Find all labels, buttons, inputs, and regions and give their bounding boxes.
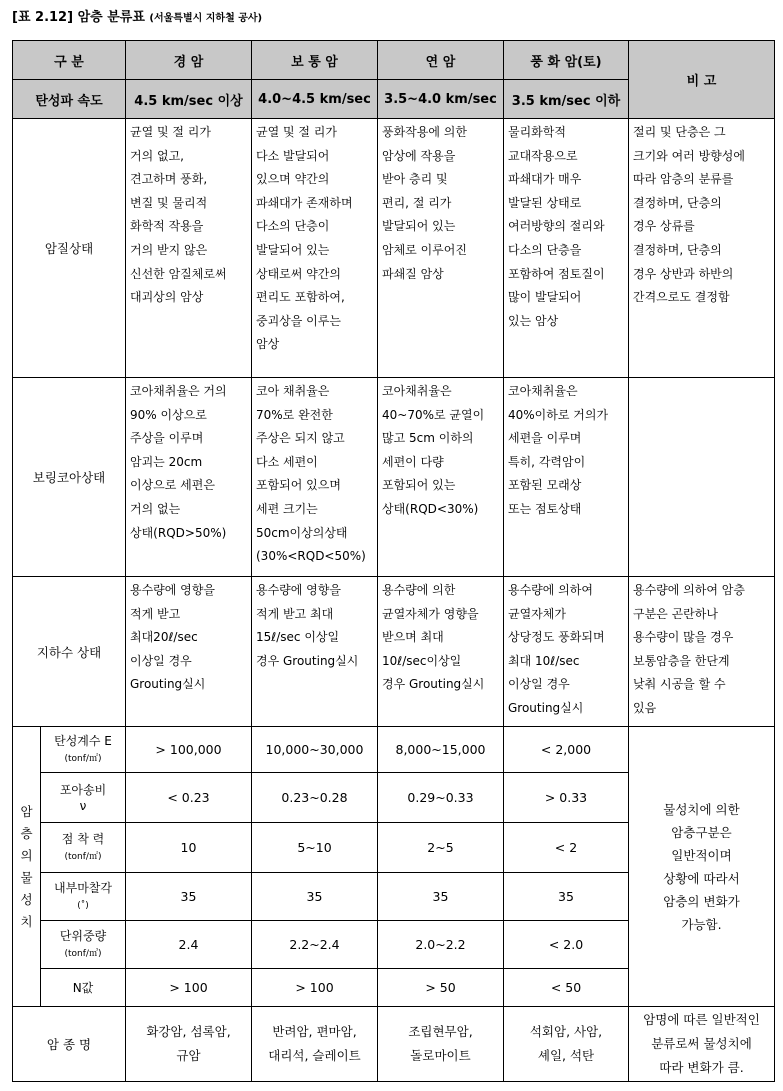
prop-unit: (˚) [77, 900, 89, 911]
prop-value: < 2,000 [504, 727, 629, 773]
rock-state-remark: 절리 및 단층은 그 크기와 여러 방향성에 따라 암층의 분류를 결정하며, 단층의 경우 상류를 결정하며, 단층의 경우 상반과 하반의 간격으로도 결정함 [629, 119, 775, 378]
prop-value: 35 [126, 873, 252, 921]
prop-name: 탄성계수 E [54, 733, 112, 748]
groundwater-soft: 용수량에 의한 균열자체가 영향을 받으며 최대 10ℓ/sec이상일 경우 Grouting실시 [378, 577, 504, 727]
prop-value: > 100,000 [126, 727, 252, 773]
prop-value: 0.29~0.33 [378, 773, 504, 823]
rock-state-weathered: 물리화학적 교대작용으로 파쇄대가 매우 발달된 상태로 여러방향의 절리와 다소의 단층을 포함하여 점토질이 많이 발달되어 있는 암상 [504, 119, 629, 378]
prop-value: 5~10 [252, 823, 378, 873]
groundwater-weathered: 용수량에 의하여 균열자체가 상당정도 풍화되며 최대 10ℓ/sec 이상일 경우 Grouting실시 [504, 577, 629, 727]
prop-name: 단위중량 [59, 928, 107, 943]
rock-names-weathered: 석회암, 사암, 셰일, 석탄 [504, 1007, 629, 1082]
header-soft-rock: 연 암 [378, 41, 504, 80]
row-label-boring-core: 보링코아상태 [13, 378, 126, 577]
prop-name: 포아송비 [59, 782, 107, 797]
prop-value: < 0.23 [126, 773, 252, 823]
rock-classification-table [12, 40, 775, 1082]
prop-cohesion [41, 823, 126, 873]
rock-names-soft: 조립현무암, 돌로마이트 [378, 1007, 504, 1082]
prop-value: > 50 [378, 969, 504, 1007]
groundwater-hard: 용수량에 영향을 적게 받고 최대20ℓ/sec 이상일 경우 Grouting실시 [126, 577, 252, 727]
prop-friction-angle [41, 873, 126, 921]
header-category: 구 분 [13, 41, 126, 80]
prop-value: < 2.0 [504, 921, 629, 969]
physical-properties-note: 물성치에 의한 암층구분은 일반적이며 상황에 따라서 암층의 변화가 가능함. [629, 727, 775, 1007]
prop-value: 10 [126, 823, 252, 873]
prop-unit: (tonf/㎥) [64, 948, 102, 959]
prop-value: > 100 [252, 969, 378, 1007]
prop-poisson-ratio [41, 773, 126, 823]
header-medium-rock: 보 통 암 [252, 41, 378, 80]
prop-name: 내부마찰각 [54, 880, 112, 895]
velocity-hard-rock: 4.5 km/sec 이상 [126, 80, 252, 119]
boring-core-medium: 코아 채취율은 70%로 완전한 주상은 되지 않고 다소 세편이 포함되어 있으며 세편 크기는 50cm이상의상태 (30%<RQD<50%) [252, 378, 378, 577]
groundwater-remark: 용수량에 의하여 암층 구분은 곤란하나 용수량이 많을 경우 보통암층을 한단계 낮춰 시공을 할 수 있음 [629, 577, 775, 727]
rock-names-remark: 암명에 따른 일반적인 분류로써 물성치에 따라 변화가 큼. [629, 1007, 775, 1082]
prop-value: 2.4 [126, 921, 252, 969]
groundwater-medium: 용수량에 영향을 적게 받고 최대 15ℓ/sec 이상일 경우 Grouting실시 [252, 577, 378, 727]
velocity-soft-rock: 3.5~4.0 km/sec [378, 80, 504, 119]
prop-value: 35 [504, 873, 629, 921]
boring-core-soft: 코아채취율은 40~70%로 균열이 많고 5cm 이하의 세편이 다량 포함되어 있는 상태(RQD<30%) [378, 378, 504, 577]
row-label-groundwater: 지하수 상태 [13, 577, 126, 727]
prop-value: 8,000~15,000 [378, 727, 504, 773]
boring-core-weathered: 코아채취율은 40%이하로 거의가 세편을 이루며 특히, 각력암이 포함된 모래상 또는 점토상태 [504, 378, 629, 577]
rock-names-medium: 반려암, 편마암, 대리석, 슬레이트 [252, 1007, 378, 1082]
physical-properties-label: 암 층 의 물 성 치 [13, 727, 41, 1007]
prop-unit: (tonf/㎡) [64, 753, 102, 764]
header-wave-velocity: 탄성파 속도 [13, 80, 126, 119]
velocity-medium-rock: 4.0~4.5 km/sec [252, 80, 378, 119]
header-remarks: 비 고 [629, 41, 775, 119]
prop-value: 0.23~0.28 [252, 773, 378, 823]
header-weathered-rock: 풍 화 암(토) [504, 41, 629, 80]
header-hard-rock: 경 암 [126, 41, 252, 80]
prop-value: > 100 [126, 969, 252, 1007]
prop-value: 35 [252, 873, 378, 921]
prop-elastic-modulus [41, 727, 126, 773]
rock-state-medium: 균열 및 절 리가 다소 발달되어 있으며 약간의 파쇄대가 존재하며 다소의 단층이 발달되어 있는 상태로써 약간의 편리도 포함하여, 중괴상을 이루는 암상 [252, 119, 378, 378]
prop-name: 점 착 력 [61, 831, 105, 846]
prop-value: > 0.33 [504, 773, 629, 823]
rock-state-hard: 균열 및 절 리가 거의 없고, 견고하며 풍화, 변질 및 물리적 화학적 작용을 거의 받지 않은 신선한 암질체로써 대괴상의 암상 [126, 119, 252, 378]
prop-value: 2.2~2.4 [252, 921, 378, 969]
row-label-rock-state: 암질상태 [13, 119, 126, 378]
table-title: [표 2.12] 암층 분류표 (서울특별시 지하철 공사) [12, 10, 263, 25]
prop-unit: (tonf/㎡) [64, 851, 102, 862]
prop-value: 35 [378, 873, 504, 921]
prop-value: < 2 [504, 823, 629, 873]
prop-n-value: N값 [41, 969, 126, 1007]
prop-value: < 50 [504, 969, 629, 1007]
rock-names-hard: 화강암, 섬록암, 규암 [126, 1007, 252, 1082]
prop-value: 2.0~2.2 [378, 921, 504, 969]
rock-state-soft: 풍화작용에 의한 암상에 작용을 받아 층리 및 편리, 절 리가 발달되어 있는 암체로 이루어진 파쇄질 암상 [378, 119, 504, 378]
boring-core-hard: 코아채취율은 거의 90% 이상으로 주상을 이루며 암괴는 20cm 이상으로 세편은 거의 없는 상태(RQD>50%) [126, 378, 252, 577]
prop-unit: ν [79, 798, 87, 813]
table-subtitle: (서울특별시 지하철 공사) [149, 13, 263, 24]
row-label-rock-names: 암 종 명 [13, 1007, 126, 1082]
prop-value: 10,000~30,000 [252, 727, 378, 773]
prop-unit-weight [41, 921, 126, 969]
velocity-weathered-rock: 3.5 km/sec 이하 [504, 80, 629, 119]
boring-core-remark [629, 378, 775, 577]
prop-value: 2~5 [378, 823, 504, 873]
